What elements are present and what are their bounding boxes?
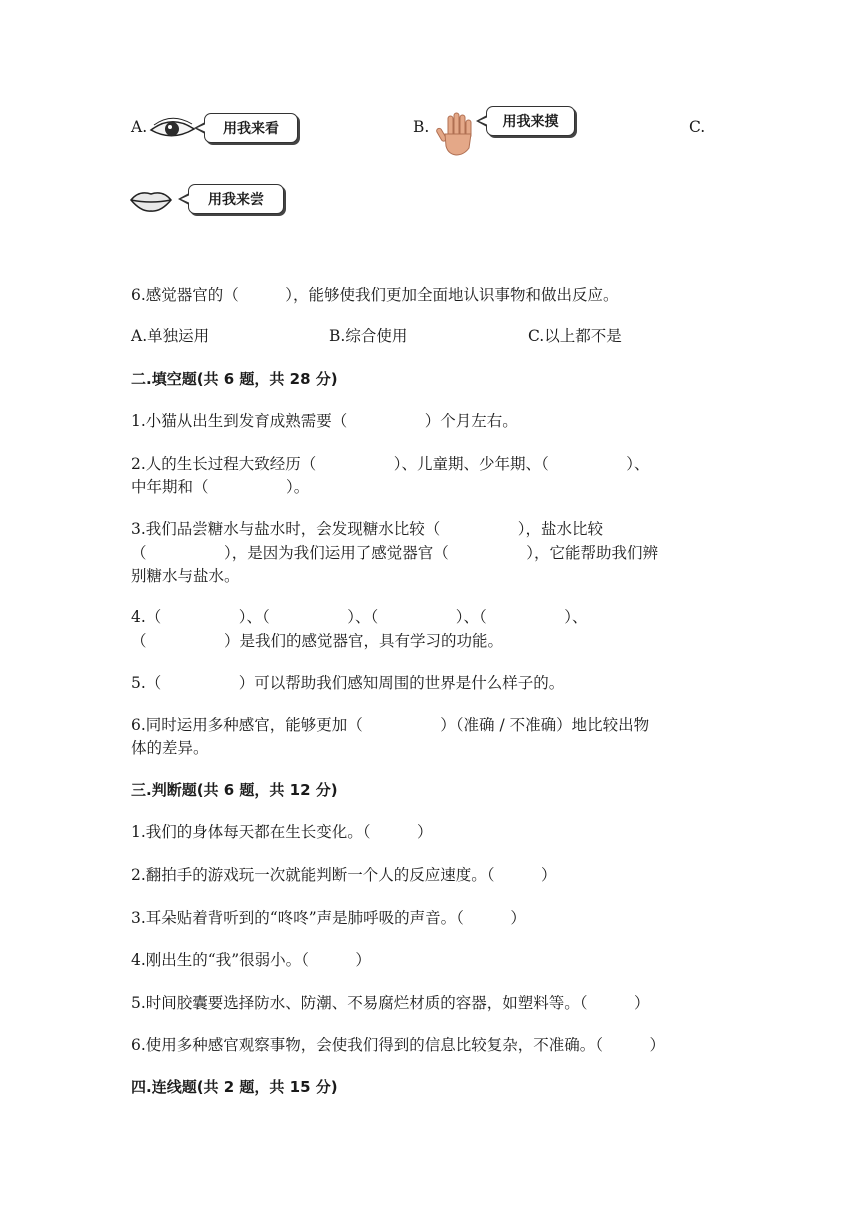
eye-icon (148, 116, 196, 142)
judge-q3: 3.耳朵贴着背听到的“咚咚”声是肺呼吸的声音。（ ） (131, 909, 526, 927)
option-a-label: A. (131, 118, 148, 136)
hand-icon (436, 112, 476, 156)
fill-q1: 1.小猫从出生到发育成熟需要（ ）个月左右。 (131, 412, 518, 430)
fill-q3-line2: （ ），是因为我们运用了感觉器官（ ），它能帮助我们辨 (131, 544, 659, 562)
judge-q6: 6.使用多种感官观察事物，会使我们得到的信息比较复杂，不准确。（ ） (131, 1036, 666, 1054)
bubble-see: 用我来看 (204, 113, 298, 143)
section-4-title: 四.连线题(共 2 题，共 15 分) (131, 1078, 338, 1096)
fill-q3-line3: 别糖水与盐水。 (131, 567, 240, 585)
fill-q4-line1: 4.（ ）、（ ）、（ ）、（ ）、 (131, 608, 588, 626)
judge-q4: 4.刚出生的“我”很弱小。（ ） (131, 951, 371, 969)
fill-q6-line2: 体的差异。 (131, 739, 209, 757)
judge-q1: 1.我们的身体每天都在生长变化。（ ） (131, 823, 433, 841)
question-6-choice: 6.感觉器官的（ ），能够使我们更加全面地认识事物和做出反应。 (131, 286, 619, 304)
fill-q2-line1: 2.人的生长过程大致经历（ ）、儿童期、少年期、（ ）、 (131, 455, 650, 473)
section-2-title: 二.填空题(共 6 题，共 28 分) (131, 370, 338, 388)
fill-q6-line1: 6.同时运用多种感官，能够更加（ ）（准确 / 不准确）地比较出物 (131, 716, 650, 734)
option-b-label: B. (413, 118, 430, 136)
judge-q2: 2.翻拍手的游戏玩一次就能判断一个人的反应速度。（ ） (131, 866, 557, 884)
lips-icon (129, 188, 173, 214)
option-c-label: C. (689, 118, 706, 136)
section-3-title: 三.判断题(共 6 题，共 12 分) (131, 781, 338, 799)
fill-q3-line1: 3.我们品尝糖水与盐水时，会发现糖水比较（ ），盐水比较 (131, 520, 604, 538)
fill-q2-line2: 中年期和（ ）。 (131, 478, 310, 496)
q6-option-a: A.单独运用 (131, 327, 210, 345)
bubble-taste: 用我来尝 (188, 184, 284, 214)
q6-option-c: C.以上都不是 (528, 327, 622, 345)
q6-option-b: B.综合使用 (329, 327, 408, 345)
fill-q4-line2: （ ）是我们的感觉器官，具有学习的功能。 (131, 632, 504, 650)
judge-q5: 5.时间胶囊要选择防水、防潮、不易腐烂材质的容器，如塑料等。（ ） (131, 994, 650, 1012)
bubble-touch: 用我来摸 (486, 106, 575, 136)
fill-q5: 5.（ ）可以帮助我们感知周围的世界是什么样子的。 (131, 674, 565, 692)
